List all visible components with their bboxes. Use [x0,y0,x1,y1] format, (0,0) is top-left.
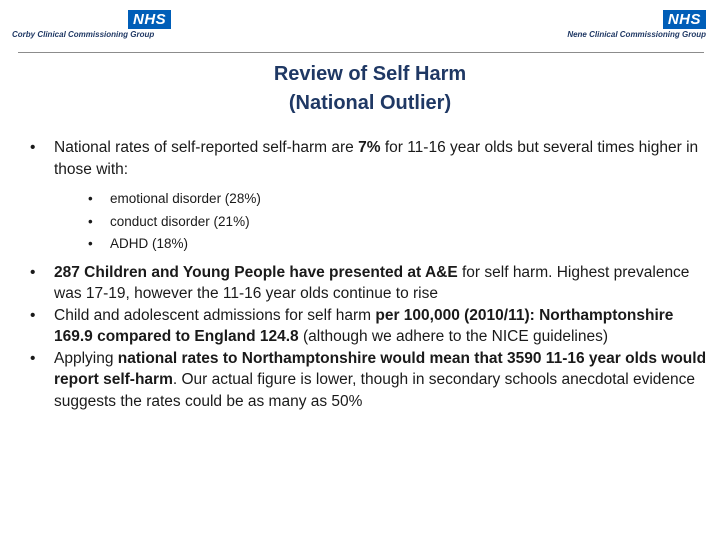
slide-content [28,137,708,412]
bullet-national-rates [28,137,708,180]
nhs-badge-left: NHS [128,10,171,29]
bullet-text: Applying [54,349,118,367]
corby-ccg-name: Corby Clinical Commissioning Group [12,30,155,39]
sub-bullet-text: conduct disorder (21%) [110,213,250,229]
bullet-marker: • [30,306,36,324]
bullet-text: for self harm. Highest prevalence was 17-19, however the 11-16 year olds continue to rise [54,263,690,302]
sub-bullet-marker: • [88,213,93,229]
nene-ccg-logo [546,10,706,39]
title-line-1: Review of Self Harm [273,63,467,85]
header-divider [18,52,704,53]
bullet-text-bold: 287 Children and Young People have presented at A&E [54,263,458,281]
bullet-text: National rates of self-reported self-harm are [54,139,359,156]
bullet-admissions [28,305,708,348]
nene-ccg-name: Nene Clinical Commissioning Group [567,30,706,39]
bullet-text: . Our actual figure is lower, though in secondary schools anecdotal evidence suggests the rates could be as many as 50% [54,371,696,410]
corby-ccg-logo [12,10,172,39]
sub-bullet-text: emotional disorder (28%) [110,191,261,206]
sub-bullet-adhd [88,233,708,256]
bullet-text: Child and adolescent admissions for self harm [54,306,376,324]
title-line-2: (National Outlier) [288,92,452,114]
sub-bullet-list [88,188,708,256]
bullet-text-bold: 7% [358,139,381,156]
bullet-text: for 11-16 year olds but several times higher in those with: [54,139,699,178]
bullet-national-rates-applied [28,348,708,413]
bullet-marker: • [30,349,36,367]
nhs-badge-right: NHS [663,10,706,29]
bullet-text: (although we adhere to the NICE guidelines) [298,328,608,345]
bullet-marker: • [30,139,36,156]
bullet-ae-presentations [28,262,708,305]
bullet-text-bold: national rates to Northamptonshire would mean that 3590 11-16 year olds would report self-harm [54,349,707,388]
bullet-text-bold: per 100,000 (2010/11): Northamptonshire 169.9 compared to England 124.8 [54,306,674,345]
sub-bullet-emotional [88,188,708,211]
bullet-marker: • [30,263,36,281]
sub-bullet-conduct [88,211,708,234]
slide-title [0,60,720,118]
sub-bullet-text: ADHD (18%) [110,236,189,251]
sub-bullet-marker: • [88,236,93,251]
sub-bullet-marker: • [88,191,93,206]
